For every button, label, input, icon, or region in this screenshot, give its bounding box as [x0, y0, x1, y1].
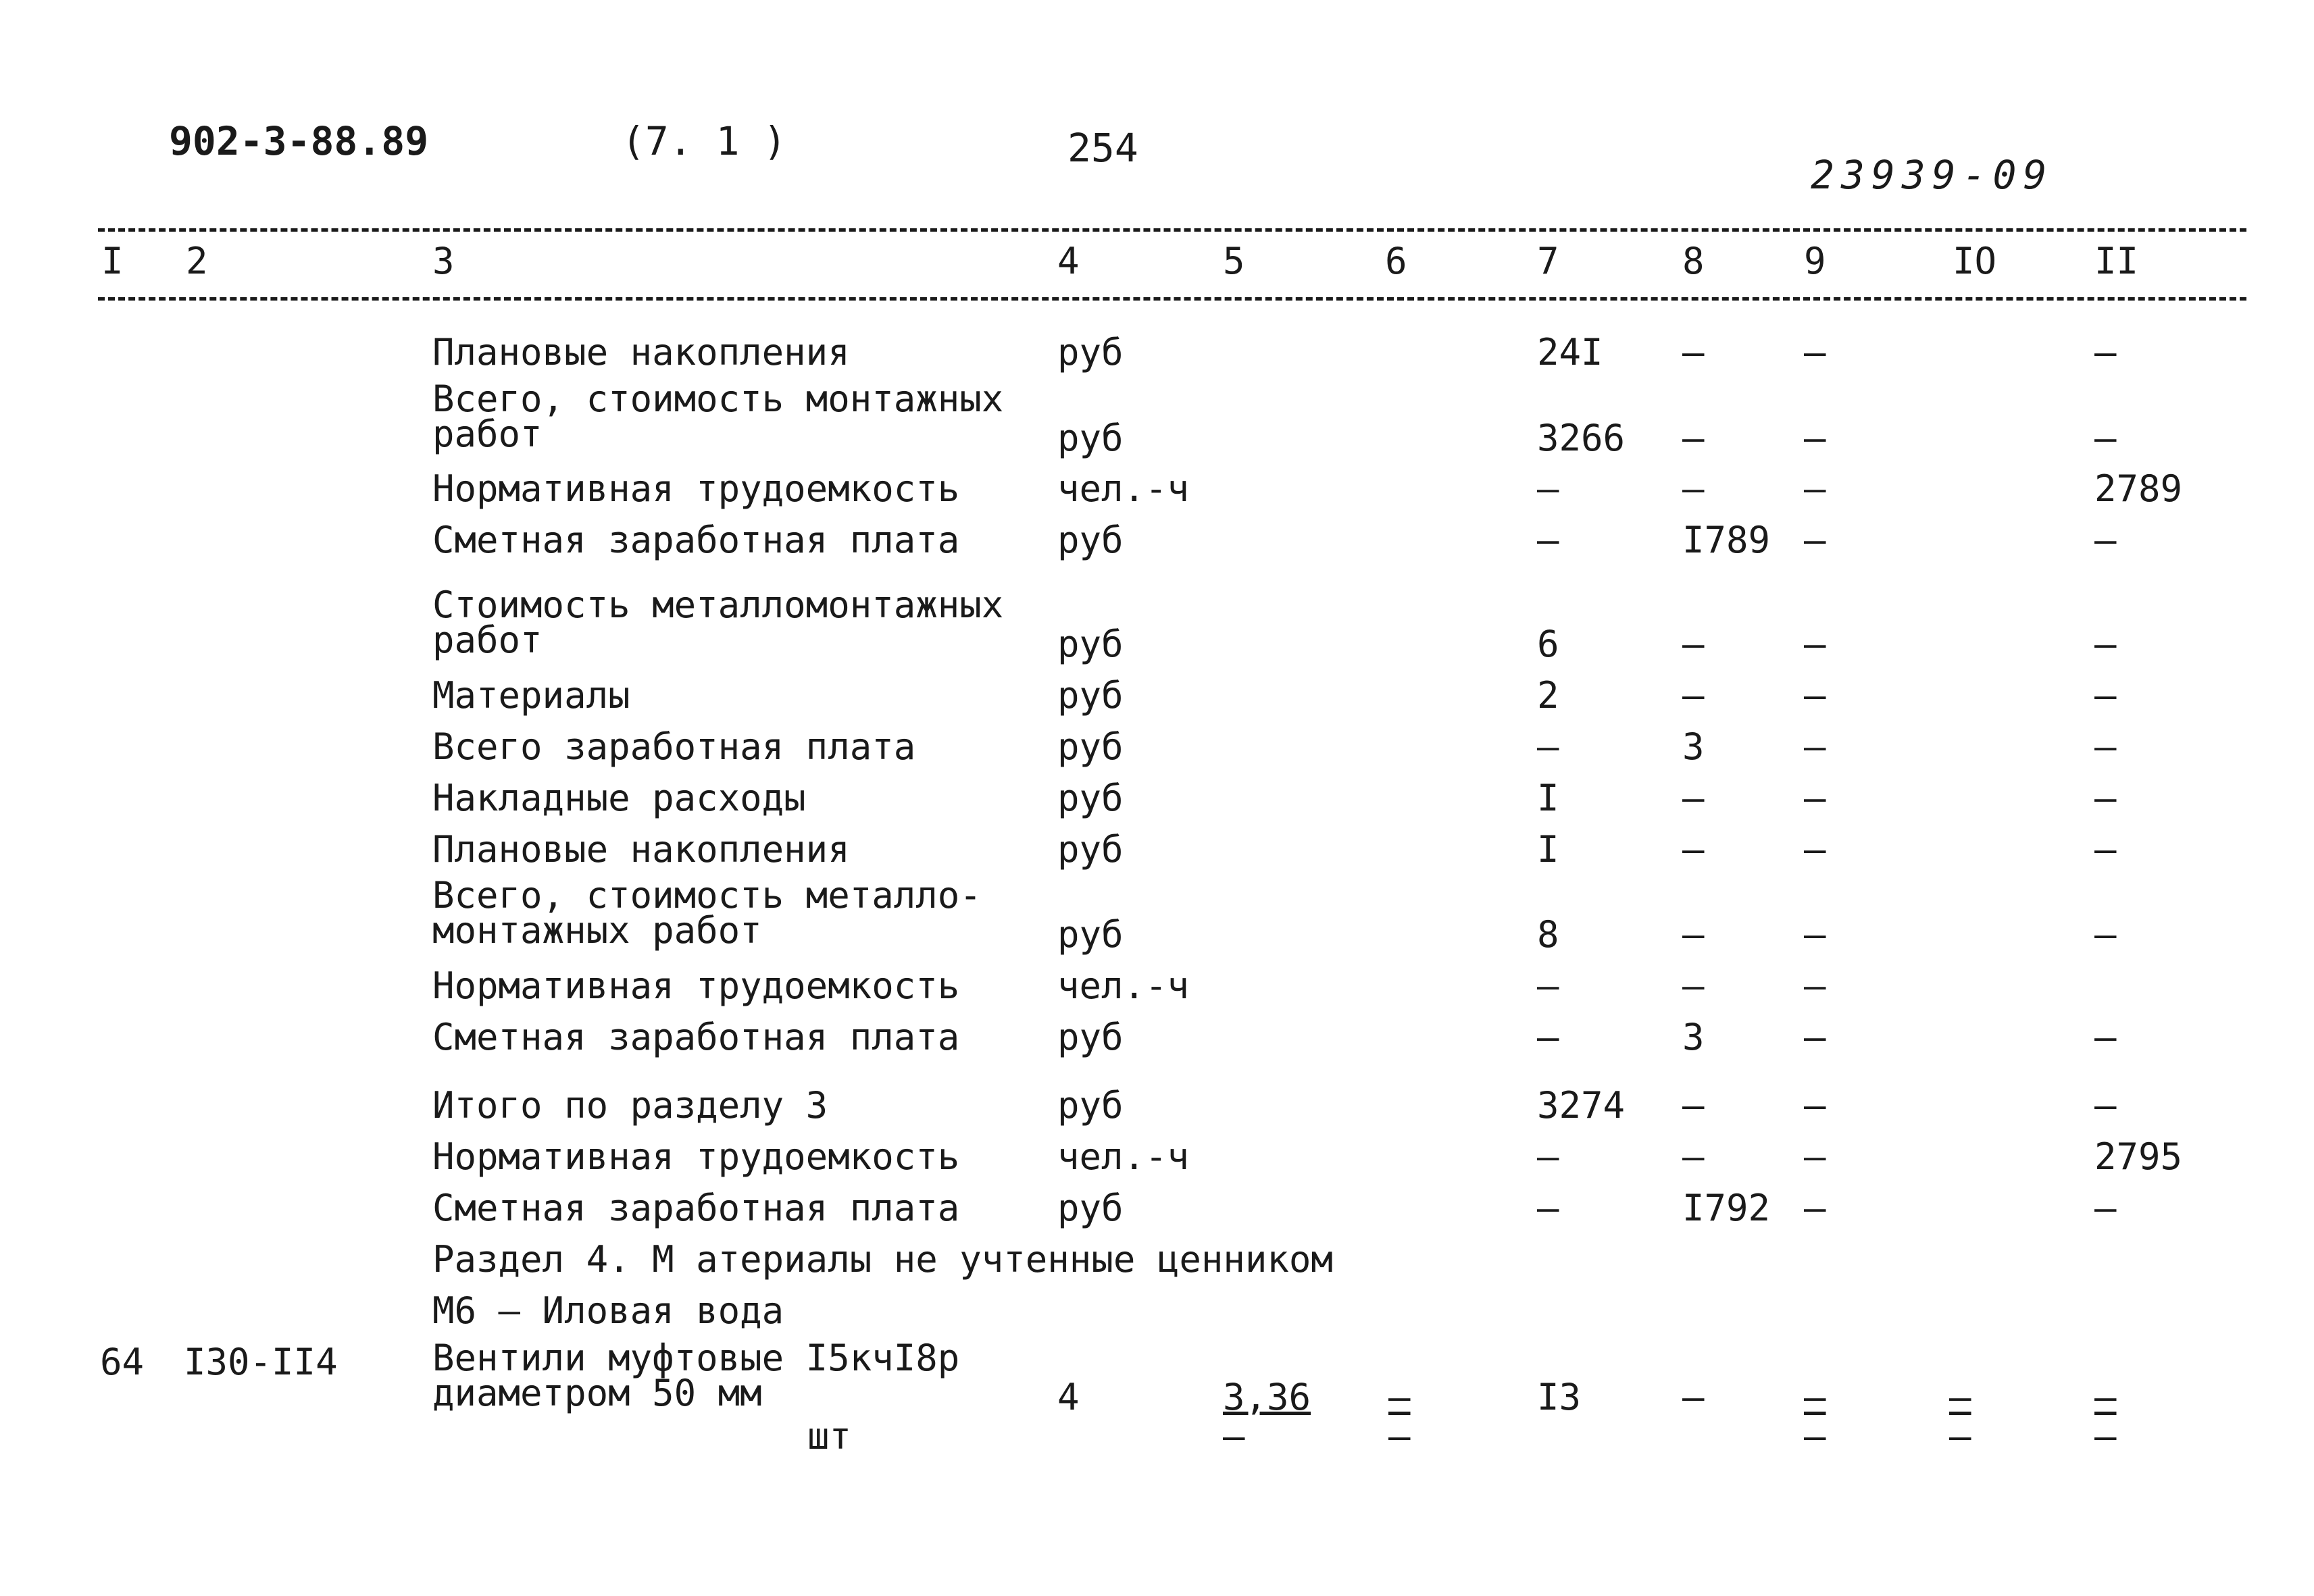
row-col11: –: [2094, 1084, 2117, 1127]
row-col9: –: [1804, 674, 1826, 717]
row-col9: –: [1804, 331, 1826, 374]
row-col7: 3274: [1537, 1084, 1626, 1127]
row-col8: –: [1682, 1376, 1705, 1418]
row-col11: –: [2094, 1376, 2117, 1418]
row-description-line1: Стоимость металломонтажных: [432, 584, 1004, 626]
row-col11: –: [2094, 725, 2117, 768]
col-header-6: 6: [1385, 240, 1407, 282]
table-row: [0, 519, 2314, 559]
row-col8: –: [1682, 828, 1705, 871]
row-col11: –: [2094, 828, 2117, 871]
row-description: Плановые накопления: [432, 331, 850, 374]
row-col8: I789: [1682, 519, 1771, 561]
row-description: Сметная заработная плата: [432, 1187, 960, 1229]
row-description: Нормативная трудоемкость: [432, 467, 960, 510]
row-col9: –: [1804, 964, 1826, 1007]
doc-code: 902-3-88.89: [169, 118, 429, 164]
row-col7: 3266: [1537, 417, 1626, 459]
row-number: 64: [100, 1341, 145, 1383]
row-col8: –: [1682, 331, 1705, 374]
row-unit: руб: [1057, 417, 1124, 459]
row-description-line2: диаметром 50 мм: [432, 1372, 762, 1414]
row-col9: –: [1804, 828, 1826, 871]
table-row: [0, 331, 2314, 374]
table-row: [0, 674, 2314, 715]
row-col5-sub: –: [1223, 1415, 1245, 1458]
row-unit: чел.-ч: [1057, 964, 1190, 1007]
row-col8: I792: [1682, 1187, 1771, 1229]
row-unit: руб: [1057, 674, 1124, 717]
row-description: Всего заработная плата: [432, 725, 916, 768]
row-col9: –: [1804, 1084, 1826, 1127]
row-unit: руб: [1057, 913, 1124, 956]
col-header-8: 8: [1682, 240, 1705, 282]
row-unit: руб: [1057, 1187, 1124, 1229]
row-description: Материалы: [432, 674, 630, 717]
row-col11: –: [2094, 417, 2117, 459]
row-col6: –: [1388, 1376, 1411, 1418]
row-col8: 3: [1682, 1016, 1705, 1058]
row-col11: 2789: [2094, 467, 2183, 510]
row-col11: –: [2094, 331, 2117, 374]
row-col9: –: [1804, 1187, 1826, 1229]
row-col9: –: [1804, 467, 1826, 510]
row-unit: чел.-ч: [1057, 1135, 1190, 1178]
row-col4: 4: [1057, 1376, 1080, 1418]
row-col10-sub: –: [1949, 1415, 1971, 1458]
row-unit: шт: [807, 1415, 852, 1458]
table-row: [0, 378, 2314, 459]
table-row: [0, 1337, 2314, 1462]
row-description-line1: Вентили муфтовые I5кчI8р: [432, 1337, 960, 1379]
col-header-7: 7: [1537, 240, 1559, 282]
header-top-rule: [98, 228, 2246, 232]
row-col8: –: [1682, 674, 1705, 717]
row-unit: руб: [1057, 725, 1124, 768]
row-description: Накладные расходы: [432, 777, 806, 819]
row-col9: –: [1804, 1135, 1826, 1178]
row-col7: 24I: [1537, 331, 1603, 374]
table-row: [0, 1135, 2314, 1176]
section-title: Раздел 4. М атериалы не учтенные ценником: [432, 1238, 1333, 1281]
table-row: [0, 467, 2314, 508]
row-description: Итого по разделу 3: [432, 1084, 828, 1127]
row-col8: –: [1682, 417, 1705, 459]
row-col7: 6: [1537, 623, 1559, 665]
table-row: [0, 1187, 2314, 1227]
row-description-line2: работ: [432, 619, 543, 661]
row-col8: –: [1682, 1084, 1705, 1127]
row-col11: –: [2094, 519, 2117, 561]
table-row: [0, 828, 2314, 869]
row-description: Нормативная трудоемкость: [432, 1135, 960, 1178]
row-col11: –: [2094, 777, 2117, 819]
row-description-line1: Всего, стоимость металло-: [432, 874, 982, 917]
row-col10: –: [1949, 1376, 1971, 1418]
row-col9: –: [1804, 1016, 1826, 1058]
row-col7: –: [1537, 519, 1559, 561]
row-col8: –: [1682, 964, 1705, 1007]
row-col11: 2795: [2094, 1135, 2183, 1178]
row-col8: –: [1682, 913, 1705, 956]
row-col8: –: [1682, 777, 1705, 819]
row-description: Плановые накопления: [432, 828, 850, 871]
row-col8: –: [1682, 623, 1705, 665]
row-col8: 3: [1682, 725, 1705, 768]
col-header-10: IO: [1953, 240, 1997, 282]
row-col11: –: [2094, 1187, 2117, 1229]
header-bottom-rule: [98, 297, 2246, 301]
row-description: Сметная заработная плата: [432, 1016, 960, 1058]
row-price-code: I30-II4: [184, 1341, 338, 1383]
row-col5: 3,36: [1223, 1376, 1311, 1418]
row-col7: I: [1537, 777, 1559, 819]
row-col6-sub: –: [1388, 1415, 1411, 1458]
page-number: 254: [1067, 125, 1138, 171]
row-description: Сметная заработная плата: [432, 519, 960, 561]
row-unit: руб: [1057, 519, 1124, 561]
col-header-1: I: [101, 240, 124, 282]
row-col7: 2: [1537, 674, 1559, 717]
archive-number: 23939-09: [1811, 152, 2054, 198]
row-col9: –: [1804, 777, 1826, 819]
row-col11: –: [2094, 913, 2117, 956]
col-header-3: 3: [432, 240, 455, 282]
row-col8: –: [1682, 1135, 1705, 1178]
table-row: [0, 964, 2314, 1005]
row-unit: руб: [1057, 828, 1124, 871]
table-row: [0, 584, 2314, 665]
row-col11: –: [2094, 674, 2117, 717]
row-description: Нормативная трудоемкость: [432, 964, 960, 1007]
row-unit: чел.-ч: [1057, 467, 1190, 510]
row-col7: –: [1537, 1135, 1559, 1178]
table-row: [0, 874, 2314, 956]
row-col9: –: [1804, 1376, 1826, 1418]
column-header-row: [0, 240, 2314, 280]
col-header-2: 2: [186, 240, 208, 282]
row-col8: –: [1682, 467, 1705, 510]
table-row: [0, 725, 2314, 766]
row-col11: –: [2094, 1016, 2117, 1058]
table-row: [0, 1016, 2314, 1056]
row-description-line2: монтажных работ: [432, 909, 762, 952]
row-unit: руб: [1057, 623, 1124, 665]
row-col9: –: [1804, 519, 1826, 561]
row-col9: –: [1804, 623, 1826, 665]
row-unit: руб: [1057, 777, 1124, 819]
row-col9: –: [1804, 417, 1826, 459]
row-col11: –: [2094, 623, 2117, 665]
col-header-11: II: [2094, 240, 2139, 282]
row-col7: –: [1537, 467, 1559, 510]
row-description-line2: работ: [432, 413, 543, 455]
row-col9: –: [1804, 913, 1826, 956]
row-unit: руб: [1057, 1016, 1124, 1058]
row-col11-sub: –: [2094, 1415, 2117, 1458]
row-col7: 8: [1537, 913, 1559, 956]
row-col7: I3: [1537, 1376, 1582, 1418]
row-unit: руб: [1057, 1084, 1124, 1127]
table-row: [0, 777, 2314, 817]
row-col7: –: [1537, 1187, 1559, 1229]
row-description-line1: Всего, стоимость монтажных: [432, 378, 1004, 420]
col-header-4: 4: [1057, 240, 1080, 282]
sheet-ref: (7. 1 ): [622, 118, 787, 164]
row-col7: –: [1537, 725, 1559, 768]
row-unit: руб: [1057, 331, 1124, 374]
table-row: [0, 1084, 2314, 1125]
row-col7: I: [1537, 828, 1559, 871]
col-header-5: 5: [1223, 240, 1245, 282]
row-col7: –: [1537, 964, 1559, 1007]
col-header-9: 9: [1804, 240, 1826, 282]
row-col7: –: [1537, 1016, 1559, 1058]
row-col9: –: [1804, 725, 1826, 768]
subsection-title: М6 – Иловая вода: [432, 1289, 784, 1332]
row-col9-sub: –: [1804, 1415, 1826, 1458]
